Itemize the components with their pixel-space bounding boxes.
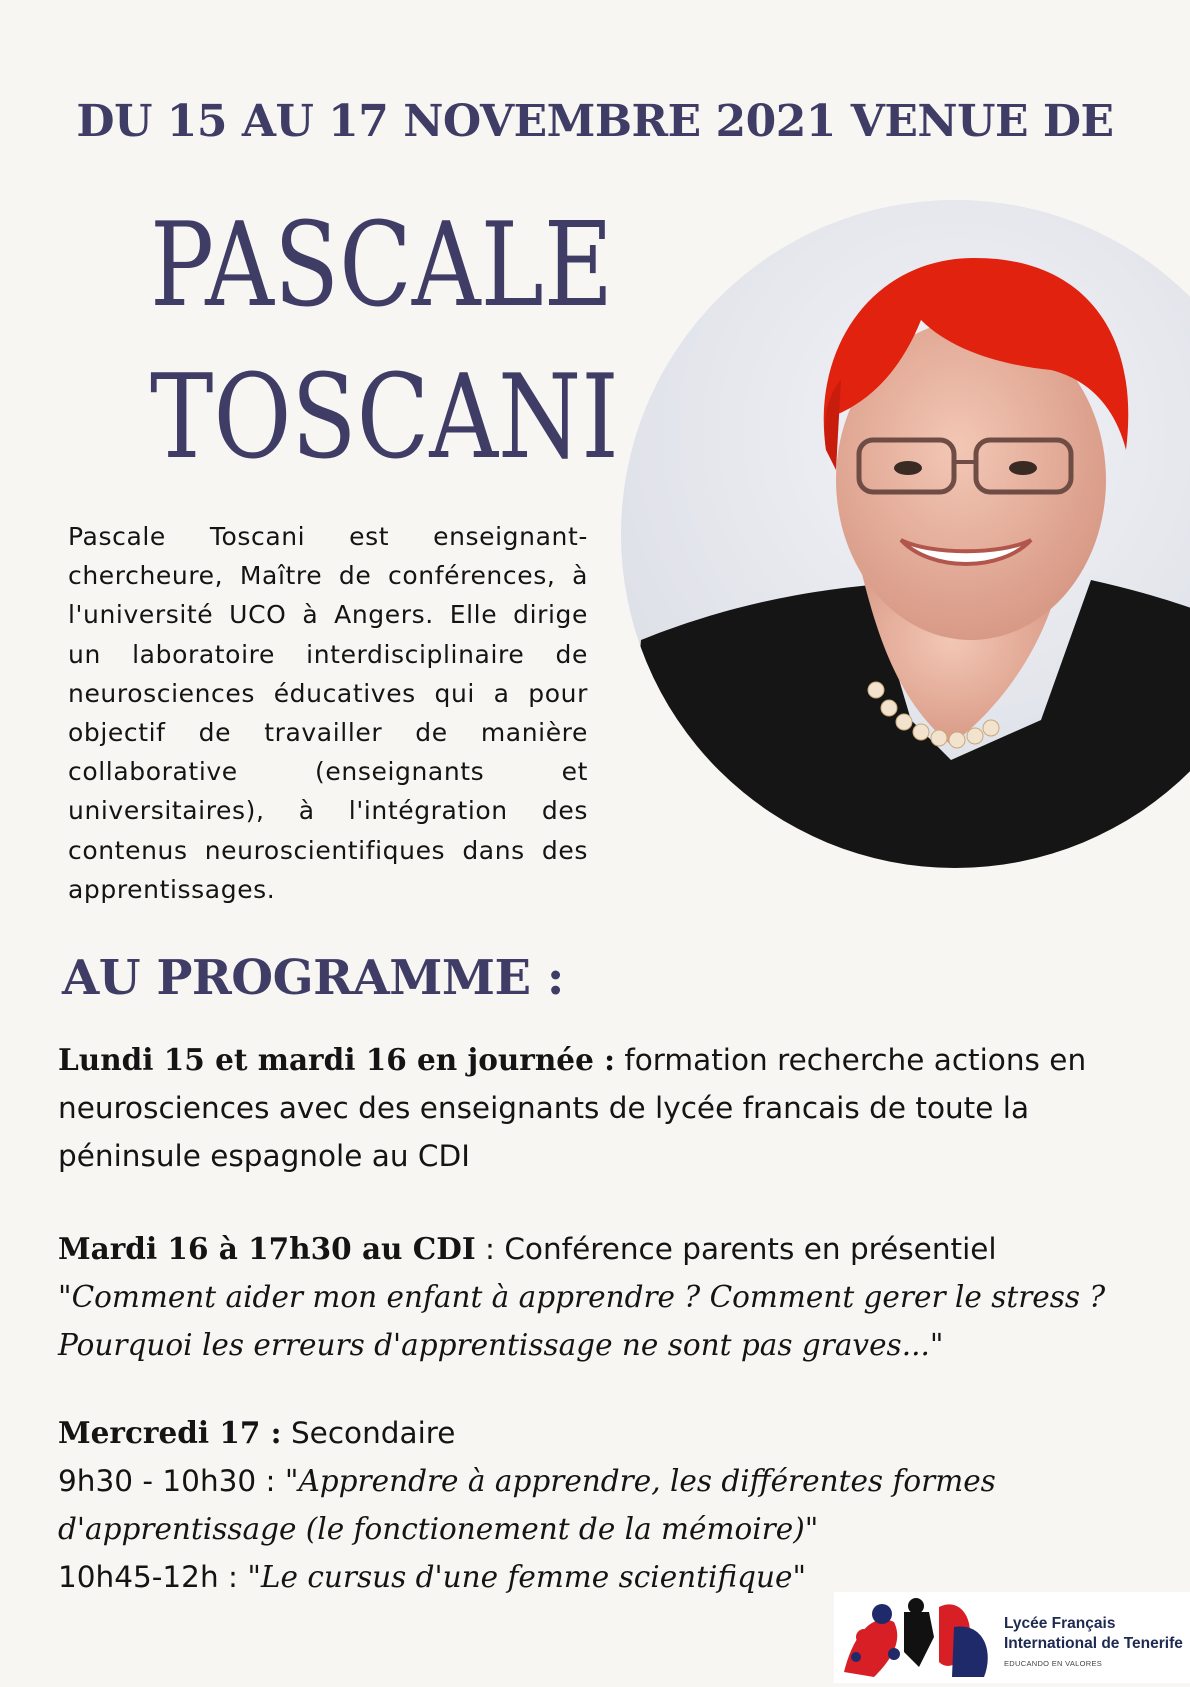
program-session-training [58, 1036, 1138, 1180]
school-logo [834, 1592, 1190, 1683]
slot1-time: 9h30 - 10h30 : [58, 1464, 285, 1498]
session-conference-text: : Conférence parents en présentiel [475, 1232, 997, 1266]
session-training-label: Lundi 15 et mardi 16 en journée : [58, 1042, 615, 1077]
program-session-conference [58, 1225, 1138, 1369]
slot2-quote: "Le cursus d'une femme scientifique" [247, 1560, 807, 1594]
speaker-name [150, 190, 619, 494]
slot1-quote: "Apprendre à apprendre, les différentes formes d'apprentissage (le fonctionement de la mémoire)" [58, 1464, 996, 1546]
speaker-bio: Pascale Toscani est enseignant-chercheure, Maître de conférences, à l'université UCO à Angers. Elle dirige un laboratoire interdisciplinaire de neurosciences éducatives qui a pour objectif de travailler de manière collaborative (enseignants et universitaires), à l'intégration des contenus neuroscientifiques dans des apprentissages. [68, 522, 588, 904]
event-dates-heading: DU 15 AU 17 NOVEMBRE 2021 VENUE DE [76, 96, 1114, 147]
speaker-last-name: TOSCANI [150, 350, 619, 485]
school-name-line2: International de Tenerife [1004, 1635, 1183, 1652]
school-motto: EDUCANDO EN VALORES [1004, 1659, 1103, 1668]
slot2-time: 10h45-12h : [58, 1560, 248, 1594]
session-training-text: formation recherche actions en neurosciences avec des enseignants de lycée francais de toute la péninsule espagnole au CDI [58, 1043, 1087, 1173]
speaker-photo [621, 200, 1190, 868]
session-secondary-text: Secondaire [281, 1416, 456, 1450]
school-name-line1: Lycée Français [1004, 1615, 1116, 1632]
speaker-first-name: PASCALE [150, 198, 614, 333]
program-heading: AU PROGRAMME : [62, 950, 565, 1006]
session-conference-label: Mardi 16 à 17h30 au CDI [58, 1231, 476, 1266]
program-session-secondary [58, 1409, 1138, 1601]
school-logo-mark [834, 1592, 1004, 1683]
session-conference-quote: "Comment aider mon enfant à apprendre ? Comment gerer le stress ? Pourquoi les erreurs d'apprentissage ne sont pas graves..." [58, 1280, 1106, 1362]
speaker-portrait [621, 200, 1190, 868]
session-secondary-label: Mercredi 17 : [58, 1415, 282, 1450]
school-logo-text [1004, 1614, 1183, 1674]
